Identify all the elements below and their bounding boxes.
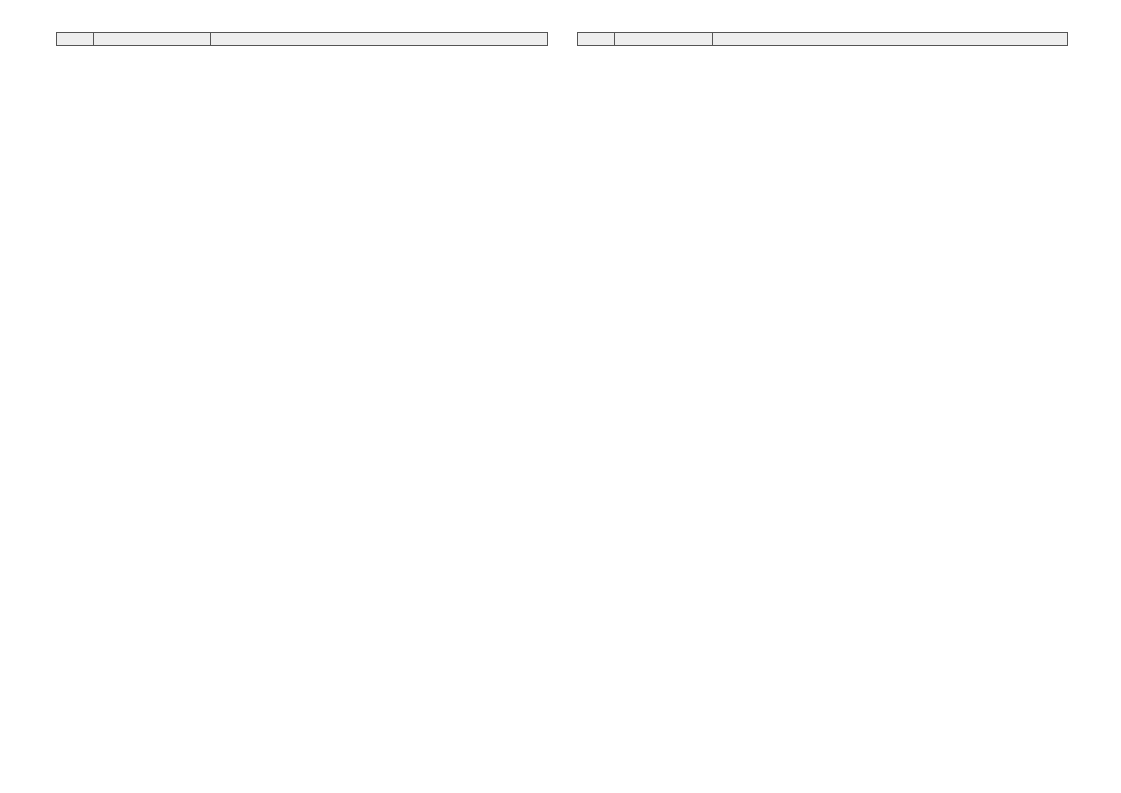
right-page [577, 32, 1067, 46]
header-number [578, 33, 615, 46]
header-region [615, 33, 713, 46]
header-region [94, 33, 211, 46]
left-header-row [57, 33, 548, 46]
left-measures-table [56, 32, 548, 46]
header-measure [713, 33, 1068, 46]
right-measures-table [577, 32, 1068, 46]
left-page [56, 32, 547, 46]
header-number [57, 33, 94, 46]
header-measure [211, 33, 548, 46]
right-header-row [578, 33, 1068, 46]
